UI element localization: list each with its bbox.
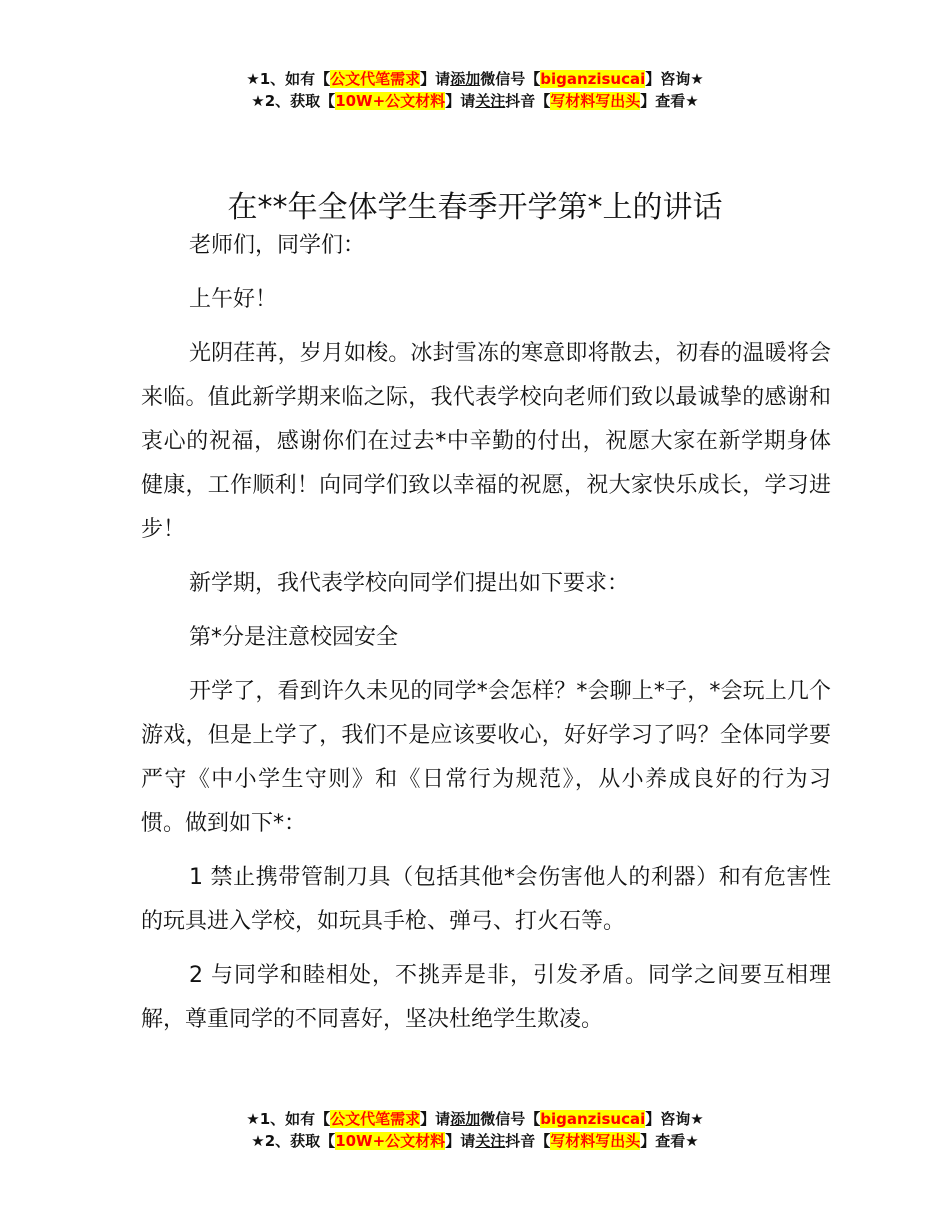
paragraph-requirements: 新学期，我代表学校向同学们提出如下要求： (189, 571, 630, 596)
paragraph-section-heading: 第*分是注意校园安全 (189, 625, 399, 650)
banner-text: ★2、获取【 (251, 92, 336, 110)
banner-highlight: 公文代笔需求 (330, 70, 421, 88)
banner-line-2 (0, 90, 950, 112)
banner-underline: 关注 (475, 92, 506, 110)
paragraph-greeting: 上午好！ (189, 287, 278, 312)
paragraph-intro: 光阴荏苒，岁月如梭。冰封雪冻的寒意即将散去，初春的温暖将会来临。值此新学期来临之际，我代表学校向老师们致以最诚挚的感谢和衷心的祝福，感谢你们在过去*中辛勤的付出，祝愿大家在新学期身体健康，工作顺利！向同学们致以幸福的祝愿，祝大家快乐成长，学习进步！ (141, 341, 831, 542)
banner-text: 抖音【 (505, 92, 551, 110)
footer-banner (0, 1108, 950, 1152)
banner-text: 微信号【 (480, 70, 541, 88)
document-body (141, 224, 831, 1052)
banner-highlight: 写材料写出头 (550, 1132, 641, 1150)
paragraph-salutation: 老师们，同学们： (189, 233, 366, 258)
banner-text: 】请 (420, 70, 451, 88)
banner-text: 】咨询★ (645, 1110, 704, 1128)
paragraph-rule-2: 2 与同学和睦相处，不挑弄是非，引发矛盾。同学之间要互相理解，尊重同学的不同喜好，坚决杜绝学生欺凌。 (141, 963, 831, 1032)
banner-highlight: 10W+公文材料 (335, 1132, 446, 1150)
banner-highlight: biganzisucai (540, 70, 646, 88)
banner-highlight: 公文代笔需求 (330, 1110, 421, 1128)
banner-text: 】请 (420, 1110, 451, 1128)
banner-line-1 (0, 68, 950, 90)
banner-line-1 (0, 1108, 950, 1130)
banner-text: 】请 (445, 1132, 476, 1150)
header-banner (0, 68, 950, 112)
banner-text: ★1、如有【 (246, 1110, 331, 1128)
banner-highlight: 写材料写出头 (550, 92, 641, 110)
banner-underline: 添加 (450, 1110, 481, 1128)
banner-text: 】查看★ (640, 1132, 699, 1150)
document-title: 在**年全体学生春季开学第*上的讲话 (227, 190, 723, 226)
banner-text: 微信号【 (480, 1110, 541, 1128)
banner-text: 抖音【 (505, 1132, 551, 1150)
banner-highlight: 10W+公文材料 (335, 92, 446, 110)
banner-underline: 添加 (450, 70, 481, 88)
banner-line-2 (0, 1130, 950, 1152)
banner-text: 】查看★ (640, 92, 699, 110)
banner-text: ★1、如有【 (246, 70, 331, 88)
banner-text: ★2、获取【 (251, 1132, 336, 1150)
paragraph-rule-1: 1 禁止携带管制刀具（包括其他*会伤害他人的利器）和有危害性的玩具进入学校，如玩具手枪、弹弓、打火石等。 (141, 865, 831, 934)
banner-text: 】咨询★ (645, 70, 704, 88)
banner-text: 】请 (445, 92, 476, 110)
banner-underline: 关注 (475, 1132, 506, 1150)
banner-highlight: biganzisucai (540, 1110, 646, 1128)
paragraph-body: 开学了，看到许久未见的同学*会怎样？*会聊上*子，*会玩上几个游戏，但是上学了，我们不是应该要收心，好好学习了吗？全体同学要严守《中小学生守则》和《日常行为规范》，从小养成良好的行为习惯。做到如下*： (141, 679, 831, 836)
